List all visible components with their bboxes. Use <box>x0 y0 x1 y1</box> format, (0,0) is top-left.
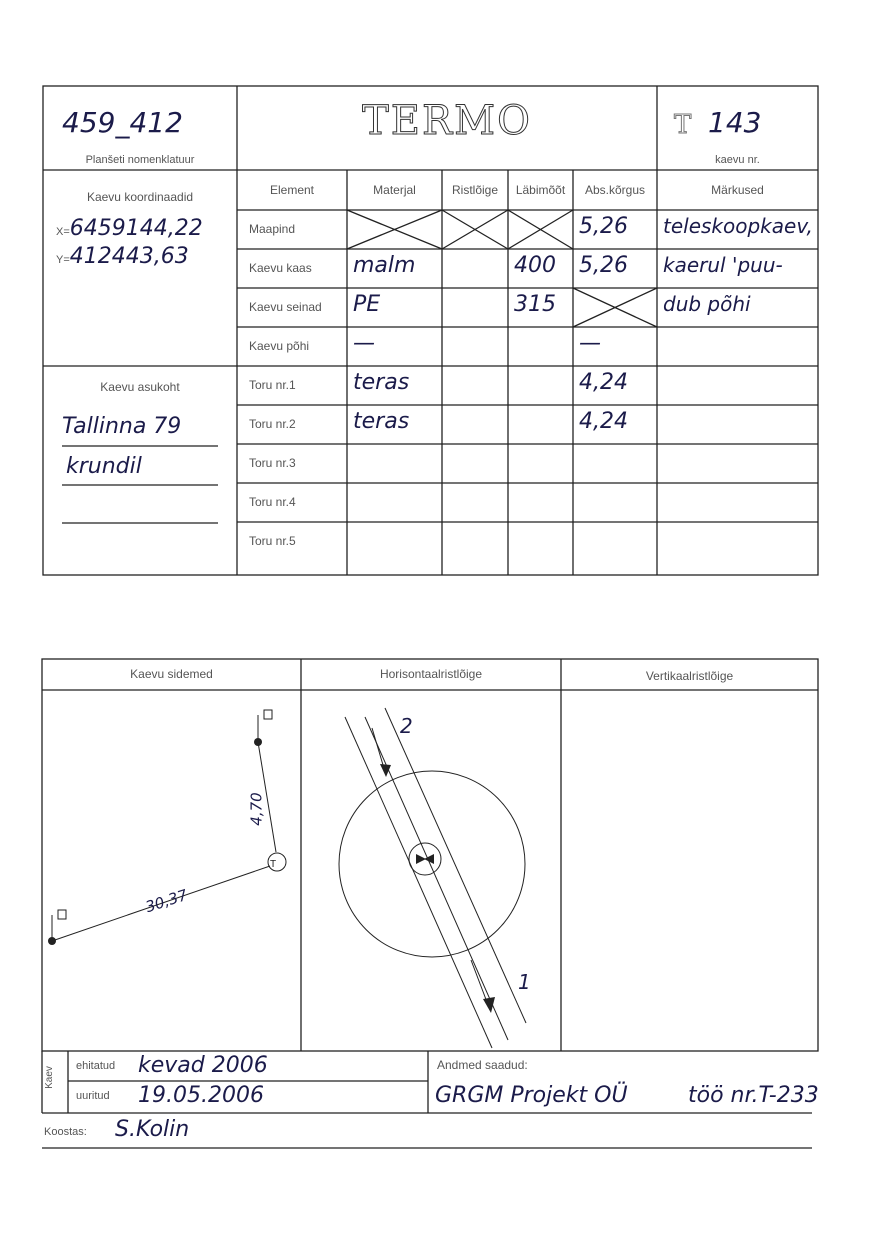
nomenclature-label: Planšeti nomenklatuur <box>85 154 195 166</box>
cell-labimoot: 315 <box>514 292 556 317</box>
cell-ristloige <box>448 331 508 370</box>
nomenclature-value: 459_412 <box>62 106 183 139</box>
cell-materjal: PE <box>353 292 381 317</box>
cell-labimoot <box>514 526 573 579</box>
source-value: GRGM Projekt OÜ <box>435 1083 628 1108</box>
cell-markused <box>663 370 818 409</box>
cell-abs <box>579 526 657 579</box>
cell-element: Toru nr.2 <box>249 417 296 431</box>
form-title: TERMO <box>362 98 532 144</box>
cell-markused: kaerul 'puu- <box>663 253 783 277</box>
col-header-ristloige: Ristlõige <box>451 183 499 197</box>
cell-element: Maapind <box>249 222 296 236</box>
col-header-materjal: Materjal <box>373 183 416 197</box>
cell-abs: — <box>579 331 601 356</box>
cell-element: Toru nr.1 <box>249 378 296 392</box>
location-line1: Tallinna 79 <box>62 414 182 439</box>
cell-abs: 4,24 <box>579 409 628 434</box>
cell-ristloige <box>448 292 508 331</box>
cell-element: Kaevu seinad <box>249 300 322 314</box>
cell-ristloige <box>448 526 508 579</box>
inspected-value: 19.05.2006 <box>138 1083 264 1108</box>
cell-labimoot: 400 <box>514 253 556 278</box>
cell-labimoot <box>514 331 573 370</box>
cell-ristloige <box>448 253 508 292</box>
location-line2: krundil <box>66 454 142 479</box>
col-header-abs: Abs.kõrgus <box>584 183 646 197</box>
cell-markused: dub põhi <box>663 292 751 316</box>
col-header-element: Element <box>269 183 315 197</box>
cell-abs <box>579 487 657 526</box>
cell-element: Toru nr.4 <box>249 495 296 509</box>
dist-diagonal: 30,37 <box>143 885 190 917</box>
built-label: ehitatud <box>76 1060 116 1072</box>
compiled-by-value: S.Kolin <box>115 1117 190 1142</box>
cell-materjal <box>353 448 442 487</box>
cell-abs: 5,26 <box>579 253 628 278</box>
cell-ristloige <box>448 487 508 526</box>
cell-ristloige <box>448 448 508 487</box>
coord-x-value: 6459144,22 <box>69 216 203 241</box>
footer-side-label: Kaev <box>43 1066 55 1089</box>
inspected-label: uuritud <box>76 1090 110 1102</box>
col-header-markused: Märkused <box>711 183 764 197</box>
coord-y <box>56 244 189 269</box>
well-prefix: T <box>674 110 692 140</box>
pipe-1-label: 1 <box>518 970 531 994</box>
pipe-2-label: 2 <box>400 714 413 738</box>
well-number: 143 <box>708 106 762 139</box>
cell-labimoot <box>514 409 573 448</box>
coord-y-label: Y= <box>56 254 70 266</box>
cell-labimoot <box>514 487 573 526</box>
svg-text:T: T <box>269 859 277 870</box>
cell-abs: 4,24 <box>579 370 628 395</box>
cell-materjal: — <box>353 331 375 356</box>
job-number: töö nr.T-233 <box>688 1083 819 1108</box>
cell-materjal <box>353 526 442 579</box>
well-number-label: kaevu nr. <box>715 154 760 166</box>
cell-materjal: teras <box>353 409 410 434</box>
coord-y-value: 412443,63 <box>69 244 189 269</box>
cell-materjal <box>353 214 442 253</box>
cell-element: Toru nr.5 <box>249 534 296 548</box>
dist-vertical: 4,70 <box>247 792 266 826</box>
source-label: Andmed saadud: <box>437 1058 528 1072</box>
cell-markused: teleskoopkaev, <box>663 214 813 238</box>
built-value: kevad 2006 <box>138 1053 268 1078</box>
cell-markused <box>663 487 818 526</box>
compiled-by-label: Koostas: <box>44 1126 87 1138</box>
cell-ristloige <box>448 370 508 409</box>
cell-abs <box>579 292 657 331</box>
sketch-col3-label: Vertikaalristlõige <box>645 669 734 683</box>
cell-ristloige <box>448 409 508 448</box>
cell-markused <box>663 526 818 579</box>
coords-label: Kaevu koordinaadid <box>86 190 194 204</box>
col-header-labimoot: Läbimõõt <box>515 183 566 197</box>
coord-x-label: X= <box>56 226 70 238</box>
cell-element: Kaevu põhi <box>249 339 310 353</box>
cell-abs <box>579 448 657 487</box>
cell-labimoot <box>514 448 573 487</box>
location-label: Kaevu asukoht <box>100 380 180 394</box>
cell-materjal: malm <box>353 253 416 278</box>
sketch-col2-label: Horisontaalristlõige <box>379 667 483 681</box>
cell-ristloige <box>448 214 508 253</box>
cell-element: Kaevu kaas <box>249 261 312 275</box>
cell-materjal: teras <box>353 370 410 395</box>
cell-markused <box>663 331 818 370</box>
cell-element: Toru nr.3 <box>249 456 296 470</box>
cell-markused <box>663 448 818 487</box>
cell-abs: 5,26 <box>579 214 628 239</box>
cell-materjal <box>353 487 442 526</box>
cell-labimoot <box>514 370 573 409</box>
cell-labimoot <box>514 214 573 253</box>
coord-x <box>56 216 203 241</box>
cell-markused <box>663 409 818 448</box>
sketch-col1-label: Kaevu sidemed <box>130 667 213 681</box>
